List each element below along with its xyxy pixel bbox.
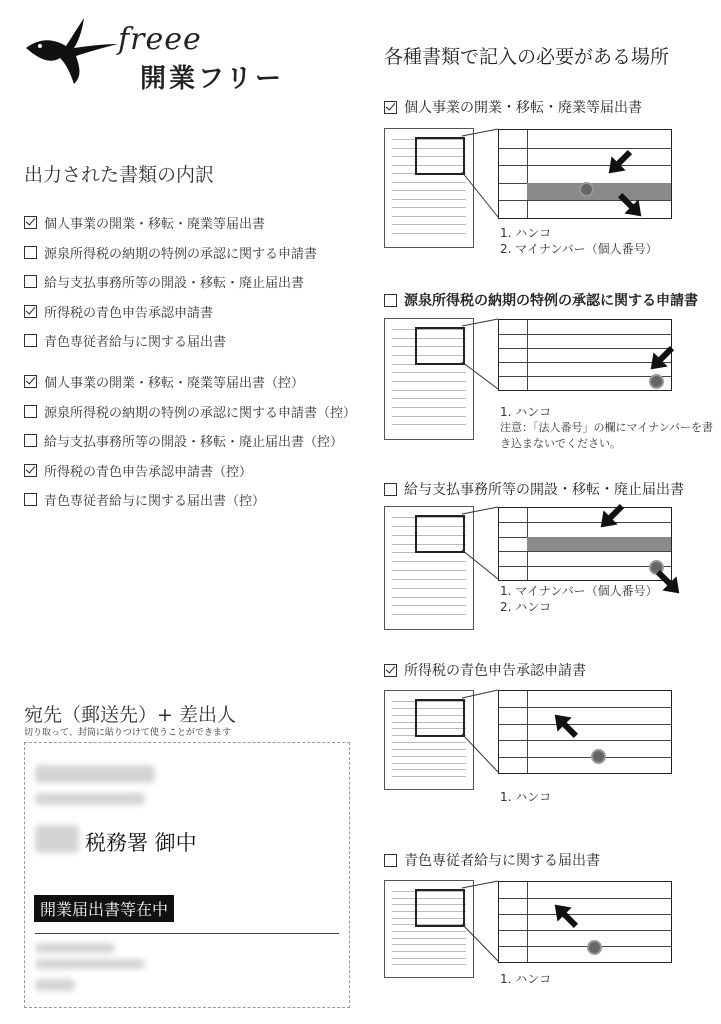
address-title: 宛先（郵送先）+ 差出人 xyxy=(24,704,236,726)
section-notes xyxy=(500,225,658,257)
highlight-frame xyxy=(415,889,465,927)
zoomed-form-area xyxy=(498,507,672,581)
form-row-line xyxy=(499,376,671,377)
blurred-sender-line-1 xyxy=(35,943,115,953)
list-item xyxy=(24,267,317,297)
unchecked-checkbox-icon xyxy=(384,294,397,307)
form-line xyxy=(392,199,466,200)
note-line: 1. ハンコ xyxy=(500,972,552,986)
zoomed-form-area xyxy=(498,881,672,963)
note-line: き込まないでください。 xyxy=(500,437,621,450)
form-line xyxy=(392,182,466,183)
form-line xyxy=(392,390,466,391)
form-thumbnail xyxy=(384,506,474,630)
unchecked-checkbox-icon xyxy=(24,493,37,506)
section-heading xyxy=(384,97,642,117)
list-item xyxy=(24,238,317,268)
form-line xyxy=(392,614,466,615)
checked-checkbox-icon xyxy=(384,101,397,114)
form-column-line xyxy=(527,691,528,773)
form-line xyxy=(392,570,466,571)
form-line xyxy=(392,756,466,757)
seal-stamp-icon xyxy=(579,182,594,197)
copy-document-list xyxy=(24,367,356,515)
blurred-address xyxy=(35,793,145,805)
unchecked-checkbox-icon xyxy=(24,405,37,418)
form-line xyxy=(392,207,466,208)
form-thumbnail xyxy=(384,128,474,248)
pointer-arrow-icon xyxy=(548,708,584,744)
section-heading-label: 給与支払事務所等の開設・移転・廃止届出書 xyxy=(404,482,684,498)
unchecked-checkbox-icon xyxy=(384,854,397,867)
section-heading-label: 個人事業の開業・移転・廃業等届出書 xyxy=(404,100,642,116)
note-line: 1. ハンコ xyxy=(500,405,552,419)
seal-stamp-icon xyxy=(587,940,602,955)
form-line xyxy=(392,769,466,770)
form-row-line xyxy=(499,930,671,931)
divider xyxy=(35,933,339,934)
form-row-line xyxy=(499,946,671,947)
note-line: 1. ハンコ xyxy=(500,790,552,804)
section-heading xyxy=(384,479,684,499)
highlight-frame xyxy=(415,137,465,175)
pointer-arrow-icon xyxy=(602,144,638,180)
form-row-line xyxy=(499,757,671,758)
list-item xyxy=(24,297,317,327)
form-line xyxy=(392,749,466,750)
list-item-label: 個人事業の開業・移転・廃業等届出書（控） xyxy=(44,376,305,392)
seal-stamp-icon xyxy=(591,749,606,764)
form-thumbnail xyxy=(384,318,474,440)
list-item xyxy=(24,397,356,427)
list-item-label: 個人事業の開業・移転・廃業等届出書 xyxy=(44,217,266,233)
section-heading xyxy=(384,660,586,680)
section-heading-label: 青色専従者給与に関する届出書 xyxy=(404,853,600,869)
form-row-line xyxy=(499,707,671,708)
section-notes xyxy=(500,404,713,452)
zoomed-form-area xyxy=(498,690,672,774)
form-line xyxy=(392,951,466,952)
list-item-label: 源泉所得税の納期の特例の承認に関する申請書 xyxy=(44,246,318,262)
highlight-frame xyxy=(415,327,465,365)
form-column-line xyxy=(527,882,528,962)
note-line: 注意：「法人番号」の欄にマイナンバーを書 xyxy=(500,421,713,434)
tax-office-suffix: 税務署 御中 xyxy=(85,831,197,855)
checked-checkbox-icon xyxy=(24,375,37,388)
form-line xyxy=(392,224,466,225)
form-line xyxy=(392,964,466,965)
list-item xyxy=(24,456,356,486)
blurred-postal-code xyxy=(35,765,155,783)
section-notes xyxy=(500,789,551,805)
list-item-label: 所得税の青色申告承認申請書 xyxy=(44,305,214,321)
form-row-line xyxy=(499,914,671,915)
list-item-label: 青色専従者給与に関する届出書（控） xyxy=(44,494,266,510)
pointer-arrow-icon xyxy=(548,898,584,934)
form-line xyxy=(392,958,466,959)
list-item-label: 給与支払事務所等の開設・移転・廃止届出書（控） xyxy=(44,435,344,451)
unchecked-checkbox-icon xyxy=(384,483,397,496)
unchecked-checkbox-icon xyxy=(24,246,37,259)
breakdown-title: 出力された書類の内訳 xyxy=(24,164,215,186)
required-fields-title: 各種書類で記入の必要がある場所 xyxy=(384,46,670,68)
form-line xyxy=(392,424,466,425)
checked-checkbox-icon xyxy=(384,664,397,677)
list-item xyxy=(24,485,356,515)
form-column-line xyxy=(527,130,528,218)
form-row-line xyxy=(499,522,671,523)
document-list xyxy=(24,208,317,356)
form-line xyxy=(392,938,466,939)
blurred-sender-line-2 xyxy=(35,959,145,969)
section-heading-label: 所得税の青色申告承認申請書 xyxy=(404,663,586,679)
form-line xyxy=(392,588,466,589)
checked-checkbox-icon xyxy=(24,305,37,318)
form-line xyxy=(392,381,466,382)
form-line xyxy=(392,944,466,945)
list-item xyxy=(24,367,356,397)
form-line xyxy=(392,216,466,217)
seal-stamp-icon xyxy=(649,374,664,389)
swallow-logo-icon xyxy=(22,14,118,84)
form-row-line xyxy=(499,740,671,741)
pointer-arrow-icon xyxy=(594,498,630,534)
form-line xyxy=(392,579,466,580)
address-cutout xyxy=(24,742,350,1008)
form-row-line xyxy=(499,898,671,899)
list-item-label: 所得税の青色申告承認申請書（控） xyxy=(44,464,253,480)
form-line xyxy=(392,931,466,932)
list-item xyxy=(24,208,317,238)
form-line xyxy=(392,372,466,373)
form-thumbnail xyxy=(384,690,474,790)
unchecked-checkbox-icon xyxy=(24,334,37,347)
note-line: 1. ハンコ xyxy=(500,226,552,240)
note-line: 1. マイナンバー（個人番号） xyxy=(500,584,658,598)
highlight-frame xyxy=(415,515,465,553)
mynumber-field-highlight xyxy=(527,537,671,551)
form-column-line xyxy=(527,320,528,390)
form-line xyxy=(392,233,466,234)
list-item xyxy=(24,326,317,356)
list-item-label: 給与支払事務所等の開設・移転・廃止届出書 xyxy=(44,276,305,292)
form-line xyxy=(392,398,466,399)
list-item-label: 源泉所得税の納期の特例の承認に関する申請書（控） xyxy=(44,405,357,421)
note-line: 2. ハンコ xyxy=(500,600,552,614)
section-heading xyxy=(384,290,698,310)
highlight-frame xyxy=(415,699,465,737)
form-row-line xyxy=(499,148,671,149)
form-row-line xyxy=(499,165,671,166)
blurred-sender-name xyxy=(35,979,75,991)
section-notes xyxy=(500,583,658,615)
form-line xyxy=(392,605,466,606)
form-row-line xyxy=(499,724,671,725)
form-line xyxy=(392,407,466,408)
form-line xyxy=(392,763,466,764)
form-line xyxy=(392,742,466,743)
unchecked-checkbox-icon xyxy=(24,275,37,288)
form-line xyxy=(392,597,466,598)
address-subtitle: 切り取って、封筒に貼りつけて使うことができます xyxy=(24,728,231,738)
note-line: 2. マイナンバー（個人番号） xyxy=(500,242,658,256)
form-row-line xyxy=(499,334,671,335)
pointer-arrow-icon xyxy=(644,340,680,376)
mynumber-field-highlight xyxy=(527,183,671,201)
unchecked-checkbox-icon xyxy=(24,434,37,447)
envelope-label: 開業届出書等在中 xyxy=(34,895,174,922)
form-thumbnail xyxy=(384,880,474,978)
brand-logo-word: freee xyxy=(118,22,202,57)
section-heading xyxy=(384,850,600,870)
blurred-office-name xyxy=(35,825,79,853)
checked-checkbox-icon xyxy=(24,216,37,229)
form-line xyxy=(392,416,466,417)
form-row-line xyxy=(499,566,671,567)
brand-subtitle: 開業フリー xyxy=(140,64,284,94)
list-item-label: 青色専従者給与に関する届出書 xyxy=(44,335,227,351)
form-row-line xyxy=(499,551,671,552)
pointer-arrow-icon xyxy=(612,187,648,223)
section-heading-label: 源泉所得税の納期の特例の承認に関する申請書 xyxy=(404,293,698,309)
form-line xyxy=(392,776,466,777)
form-line xyxy=(392,561,466,562)
section-notes xyxy=(500,971,551,987)
list-item xyxy=(24,426,356,456)
form-line xyxy=(392,190,466,191)
checked-checkbox-icon xyxy=(24,464,37,477)
